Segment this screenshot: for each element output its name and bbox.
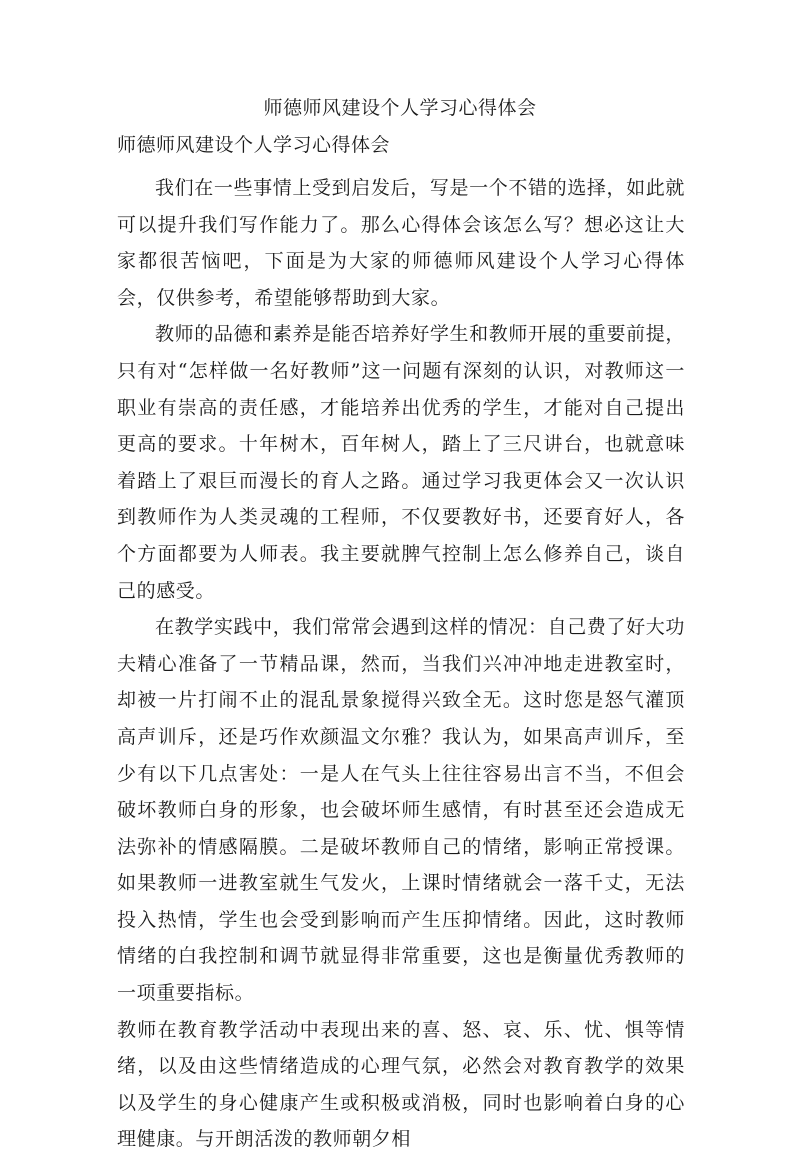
document-subtitle: 师德师风建设个人学习心得体会 bbox=[117, 134, 391, 156]
document-title: 师德师风建设个人学习心得体会 bbox=[263, 97, 537, 119]
paragraph-teacher-virtue: 教师的品德和素养是能否培养好学生和教师开展的重要前提，只有对“怎样做一名好教师”这一问题有深刻的认识，对教师这一职业有崇高的责任感，才能培养出优秀的学生，才能对自己提出更高的要求。十年树木，百年树人，踏上了三尺讲台，也就意味着踏上了艰巨而漫长的育人之路。通过学习我更体会又一次认识到教师作为人类灵魂的工程师，不仅要教好书，还要育好人，各个方面都要为人师表。我主要就脾气控制上怎么修养自己，谈自己的感受。 bbox=[117, 323, 685, 602]
paragraph-teacher-emotions: 教师在教育教学活动中表现出来的喜、怒、哀、乐、忧、惧等情绪，以及由这些情绪造成的心理气氛，必然会对教育教学的效果以及学生的身心健康产生或积极或消极，同时也影响着白身的心理健康。与开朗活泼的教师朝夕相 bbox=[117, 1018, 685, 1151]
paragraph-intro: 我们在一些事情上受到启发后，写是一个不错的选择，如此就可以提升我们写作能力了。那么心得体会该怎么写？想必这让大家都很苦恼吧，下面是为大家的师德师风建设个人学习心得体会，仅供参考，希望能够帮助到大家。 bbox=[117, 177, 685, 309]
paragraph-teaching-practice: 在教学实践中，我们常常会遇到这样的情况：自己费了好大功夫精心准备了一节精品课，然而，当我们兴冲冲地走进教室时，却被一片打闹不止的混乱景象搅得兴致全无。这时您是怒气灌顶高声训斥，还是巧作欢颜温文尔雅？我认为，如果高声训斥，至少有以下几点害处：一是人在气头上往往容易出言不当，不但会破坏教师白身的形象，也会破坏师生感情，有时甚至还会造成无法弥补的情感隔膜。二是破坏教师自己的情绪，影响正常授课。如果教师一进教室就生气发火，上课时情绪就会一落千丈，无法投入热情，学生也会受到影响而产生压抑情绪。因此，这时教师情绪的白我控制和调节就显得非常重要，这也是衡量优秀教师的一项重要指标。 bbox=[117, 616, 685, 1005]
document-body bbox=[117, 170, 685, 1158]
